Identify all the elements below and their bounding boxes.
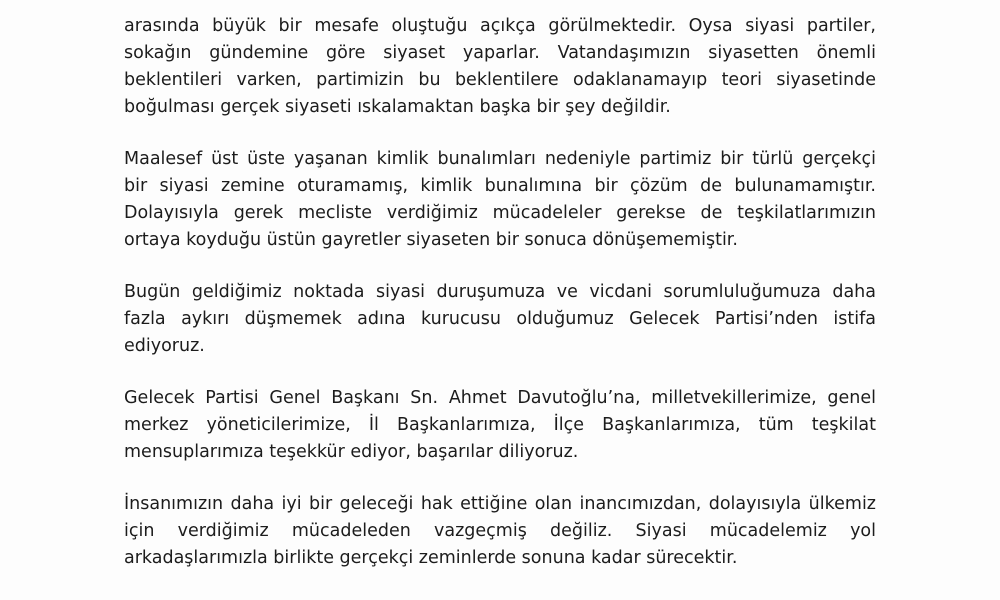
paragraph-gap xyxy=(124,466,876,491)
paragraph-2 xyxy=(124,146,876,254)
paragraph-line: Gelecek Partisi Genel Başkanı Sn. Ahmet Davutoğlu’na, milletvekillerimize, genel xyxy=(124,388,876,408)
paragraph-line: Maalesef üst üste yaşanan kimlik bunalımları nedeniyle partimiz bir türlü gerçekçi xyxy=(124,149,876,169)
paragraph-gap xyxy=(124,121,876,146)
partial-top-line xyxy=(124,0,876,13)
paragraph-line: boğulması gerçek siyaseti ıskalamaktan başka bir şey değildir. xyxy=(124,97,671,117)
paragraph-line: arkadaşlarımızla birlikte gerçekçi zeminlerde sonuna kadar sürecektir. xyxy=(124,548,738,568)
paragraph-line: mensuplarımıza teşekkür ediyor, başarılar diliyoruz. xyxy=(124,442,579,462)
paragraph-gap xyxy=(124,360,876,385)
paragraph-line: için verdiğimiz mücadeleden vazgeçmiş değiliz. Siyasi mücadelemiz yol xyxy=(124,521,876,541)
paragraph-line: Bugün geldiğimiz noktada siyasi duruşumuza ve vicdani sorumluluğumuza daha xyxy=(124,282,876,302)
paragraph-3 xyxy=(124,279,876,360)
paragraph-1 xyxy=(124,13,876,121)
paragraph-line: arasında büyük bir mesafe oluştuğu açıkça görülmektedir. Oysa siyasi partiler, xyxy=(124,16,876,36)
paragraph-line: fazla aykırı düşmemek adına kurucusu olduğumuz Gelecek Partisi’nden istifa xyxy=(124,309,876,329)
letter-body xyxy=(124,0,876,572)
paragraph-line: sokağın gündemine göre siyaset yaparlar. Vatandaşımızın siyasetten önemli xyxy=(124,43,876,63)
paragraph-line: Dolayısıyla gerek mecliste verdiğimiz mücadeleler gerekse de teşkilatlarımızın xyxy=(124,203,876,223)
paragraph-gap xyxy=(124,254,876,279)
paragraph-4 xyxy=(124,385,876,466)
paragraph-line: ortaya koyduğu üstün gayretler siyaseten bir sonuca dönüşememiştir. xyxy=(124,230,738,250)
paragraph-line: ediyoruz. xyxy=(124,336,205,356)
paragraph-5 xyxy=(124,491,876,572)
paragraph-line: İnsanımızın daha iyi bir geleceği hak ettiğine olan inancımızdan, dolayısıyla ülkemiz xyxy=(124,494,876,514)
paragraph-line: merkez yöneticilerimize, İl Başkanlarımıza, İlçe Başkanlarımıza, tüm teşkilat xyxy=(124,415,876,435)
paragraph-line: beklentileri varken, partimizin bu beklentilere odaklanamayıp teori siyasetinde xyxy=(124,70,876,90)
paragraph-line: bir siyasi zemine oturamamış, kimlik bunalımına bir çözüm de bulunamamıştır. xyxy=(124,176,876,196)
